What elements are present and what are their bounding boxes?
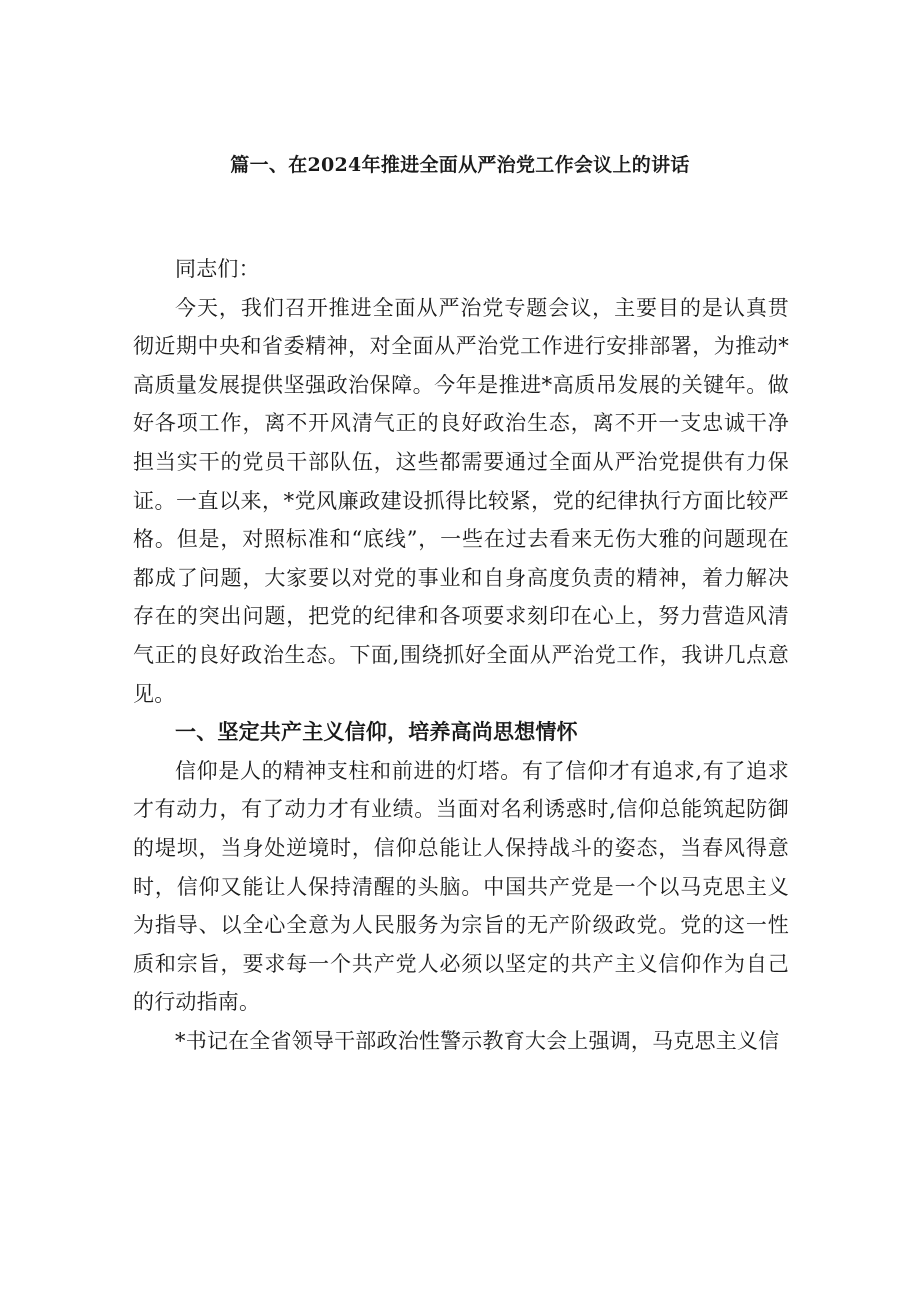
section-heading: 一、坚定共产主义信仰，培养高尚思想情怀 bbox=[175, 719, 578, 745]
secretary-paragraph: *书记在全省领导干部政治性警示教育大会上强调，马克思主义信 bbox=[175, 1028, 780, 1053]
opening-paragraph: 今天，我们召开推进全面从严治党专题会议，主要目的是认真贯彻近期中央和省委精神，对全面从严治党工作进行安排部署，为推动*高质量发展提供坚强政治保障。今年是推进*高质吊发展的关键年。做好各项工作，离不开风清气正的良好政治生态，离不开一支忠诚干净担当实干的党员干部队伍，这些都需要通过全面从严治党提供有力保证。一直以来，*党风廉政建设抓得比较紧，党的纪律执行方面比较严格。但是，对照标准和“底线”，一些在过去看来无伤大雅的问题现在都成了问题，大家要以对党的事业和自身高度负责的精神，着力解决存在的突出问题，把党的纪律和各项要求刻印在心上，努力营造风清气正的良好政治生态。下面,围绕抓好全面从严治党工作，我讲几点意见。 bbox=[133, 295, 789, 706]
belief-paragraph: 信仰是人的精神支柱和前进的灯塔。有了信仰才有追求,有了追求才有动力，有了动力才有业绩。当面对名利诱惑时,信仰总能筑起防御的堤坝，当身处逆境时，信仰总能让人保持战斗的姿态，当春风得意时，信仰又能让人保持清醒的头脑。中国共产党是一个以马克思主义为指导、以全心全意为人民服务为宗旨的无产阶级政党。党的这一性质和宗旨，要求每一个共产党人必须以坚定的共产主义信仰作为自己的行动指南。 bbox=[133, 758, 789, 1015]
document-body bbox=[133, 250, 789, 1060]
document-title: 篇一、在2024年推进全面从严治党工作会议上的讲话 bbox=[230, 154, 690, 176]
salutation-paragraph: 同志们： bbox=[175, 257, 260, 281]
